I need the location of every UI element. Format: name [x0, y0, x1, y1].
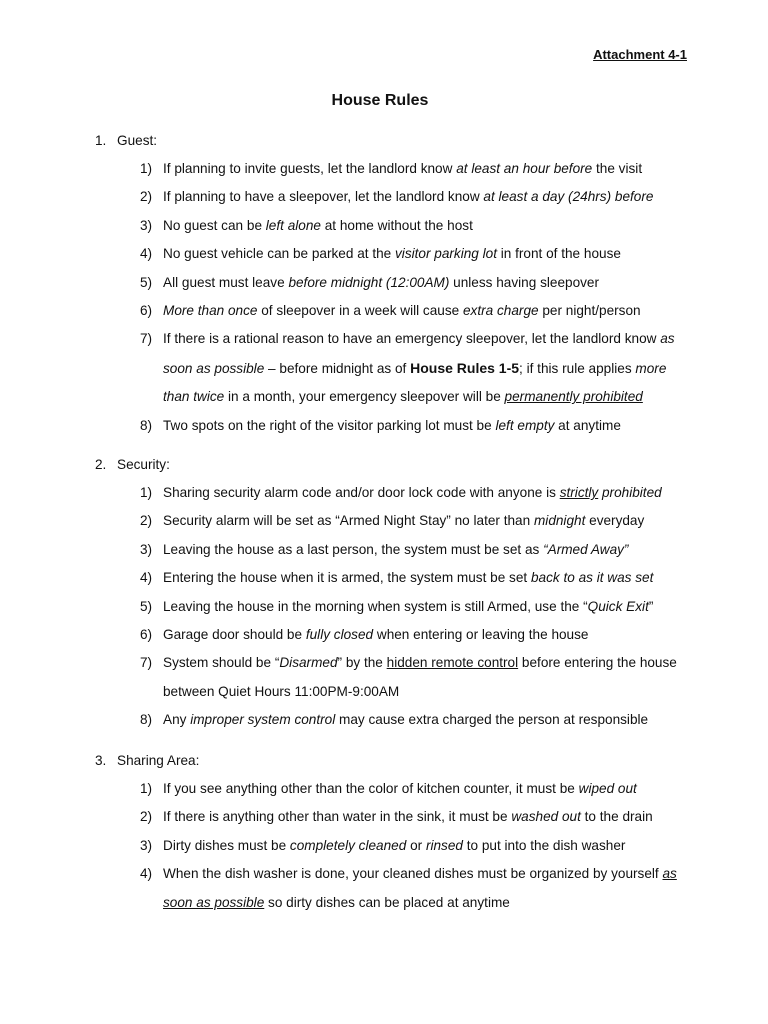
rule-text-run: when entering or leaving the house [373, 627, 589, 643]
rule-text-run: Leaving the house as a last person, the system must be set as [163, 541, 544, 557]
section-number: 3. [95, 753, 107, 768]
rule-text [163, 542, 628, 557]
rule-text-run: visitor parking lot [395, 246, 497, 262]
rule-text-run: Two spots on the right of the visitor parking lot must be [163, 417, 496, 433]
rule-item [95, 155, 695, 183]
rule-text-run: No guest can be [163, 217, 266, 233]
rule-item [95, 412, 695, 440]
rule-text-run: midnight [533, 513, 586, 529]
section-heading [95, 131, 695, 151]
rule-text-run: per night/person [538, 303, 641, 319]
rule-item [95, 832, 695, 860]
rule-text-run: If planning to invite guests, let the landlord know [163, 161, 457, 176]
rule-text [163, 599, 653, 614]
rule-item [95, 706, 695, 734]
rule-list [95, 775, 695, 917]
rule-text-run: If there is a rational reason to have an emergency sleepover, let the landlord know [163, 331, 661, 347]
rule-text [163, 570, 653, 585]
rule-number: 7) [140, 331, 153, 347]
rule-number: 4) [140, 246, 153, 262]
rule-text-run: more than twice [163, 360, 667, 405]
section-number: 2. [95, 457, 107, 472]
rule-list [95, 479, 695, 735]
rule-text [163, 627, 588, 642]
rule-text-run: so dirty dishes can be placed at anytime [264, 894, 510, 910]
rule-text [163, 712, 648, 727]
rule-number: 2) [140, 513, 153, 529]
rule-text-run: as soon as possible [163, 331, 675, 376]
rule-number: 8) [140, 417, 153, 433]
rule-number: 2) [140, 189, 153, 205]
rule-text [163, 246, 621, 261]
section-sharing-area [95, 751, 695, 917]
rule-text [163, 655, 677, 698]
section-heading [95, 455, 695, 475]
rule-item [95, 183, 695, 211]
rule-number: 5) [140, 274, 153, 290]
rule-text-run: House Rules 1-5 [410, 359, 520, 376]
rule-text-run: at least an hour before [456, 161, 593, 176]
rule-text-run: washed out [511, 809, 581, 825]
section-title: Sharing Area: [117, 753, 200, 768]
section-guest [95, 131, 695, 440]
rule-text-run: before entering the house between Quiet Hours 11:00PM-9:00AM [163, 655, 677, 699]
rule-number: 8) [140, 712, 153, 728]
rule-item [95, 240, 695, 268]
rule-number: 4) [140, 570, 153, 586]
rule-text-run: “Armed Away” [543, 541, 629, 557]
rule-text-run: Sharing security alarm code and/or door lock code with anyone is [163, 485, 560, 500]
rule-text [163, 781, 637, 796]
rule-text-run: at anytime [554, 417, 621, 433]
rule-text [163, 418, 621, 433]
rule-text-run: as soon as possible [163, 866, 677, 910]
rule-number: 6) [140, 303, 153, 319]
rule-number: 6) [140, 627, 153, 643]
rule-text [163, 189, 653, 204]
rule-item [95, 593, 695, 621]
rule-text [163, 161, 642, 176]
rule-item [95, 621, 695, 649]
rule-text-run: left empty [495, 417, 555, 433]
rule-text-run: permanently prohibited [504, 389, 643, 405]
rule-number: 5) [140, 598, 153, 614]
rule-text-run: Dirty dishes must be [163, 837, 290, 853]
rule-text-run: the visit [592, 161, 643, 176]
rule-item [95, 325, 695, 411]
rule-text-run: Garage door should be [163, 627, 306, 643]
rule-text-run: in a month, your emergency sleepover will be [224, 389, 505, 405]
rule-number: 1) [140, 161, 153, 176]
rule-number: 7) [140, 655, 153, 671]
rule-text-run: completely cleaned [289, 837, 407, 853]
rule-text-run: If there is anything other than water in the sink, it must be [163, 809, 512, 825]
rule-text-run: extra charge [463, 303, 539, 319]
rule-text-run: strictly [559, 485, 599, 500]
rule-text-run: at home without the host [320, 217, 473, 233]
rule-text-run: or [406, 837, 426, 853]
rule-text-run: may cause extra charged the person at responsible [335, 712, 649, 728]
rule-text-run: to the drain [580, 809, 653, 825]
rule-text-run: before midnight (12:00AM) [288, 274, 450, 290]
attachment-label: Attachment 4-1 [593, 47, 687, 62]
rule-text-run: to put into the dish washer [462, 837, 626, 853]
rule-text-run: More than once [163, 303, 258, 319]
rule-text-run: All guest must leave [163, 274, 289, 290]
rule-text-run: Leaving the house in the morning when system is still Armed, use the “ [163, 598, 588, 614]
rule-text-run: Disarmed [279, 655, 338, 671]
rule-text-run: of sleepover in a week will cause [257, 303, 463, 319]
rule-text-run: Security alarm will be set as “Armed Night Stay” no later than [163, 513, 534, 529]
rule-text-run: everyday [585, 513, 645, 529]
rule-text [163, 275, 599, 290]
section-heading [95, 751, 695, 771]
section-title: Guest: [117, 133, 158, 148]
rule-text-run: When the dish washer is done, your cleaned dishes must be organized by yourself [163, 866, 663, 882]
rule-text [163, 838, 625, 853]
rule-number: 1) [140, 781, 153, 796]
rule-item [95, 297, 695, 325]
rule-item [95, 269, 695, 297]
rule-text-run: wiped out [578, 781, 637, 796]
section-number: 1. [95, 133, 107, 148]
rule-text [163, 331, 675, 404]
rule-text-run: improper system control [190, 712, 336, 728]
rule-text-run: prohibited [602, 485, 662, 500]
rule-text-run: Any [163, 712, 191, 728]
rule-item [95, 860, 695, 917]
rule-number: 4) [140, 866, 153, 882]
rule-number: 1) [140, 485, 153, 500]
rule-text-run: left alone [265, 217, 321, 233]
rule-number: 3) [140, 217, 153, 233]
page-title: House Rules [331, 92, 429, 109]
rule-text-run: unless having sleepover [449, 274, 600, 290]
rule-number: 3) [140, 541, 153, 557]
rule-text-run: If you see anything other than the color of kitchen counter, it must be [163, 781, 579, 796]
rule-text-run: ; if this rule applies [519, 360, 636, 376]
rule-text [163, 218, 473, 233]
rule-text-run: Entering the house when it is armed, the system must be set [163, 570, 531, 586]
rule-text-run: Quick Exit [587, 598, 649, 614]
rule-number: 3) [140, 837, 153, 853]
rule-item [95, 649, 695, 706]
rule-text-run: rinsed [425, 837, 463, 853]
rule-text-run: ” by the [337, 655, 387, 671]
rule-text-run: No guest vehicle can be parked at the [163, 246, 395, 262]
rule-text [163, 513, 644, 528]
rule-text [163, 866, 677, 909]
rule-item [95, 775, 695, 803]
rule-item [95, 536, 695, 564]
rule-text-run: If planning to have a sleepover, let the landlord know [163, 189, 484, 205]
rule-text-run: back to as it was set [530, 570, 654, 586]
rule-text [163, 809, 653, 824]
rule-item [95, 803, 695, 831]
rule-text-run: at least a day (24hrs) before [483, 189, 654, 205]
rule-list [95, 155, 695, 440]
rule-text-run: in front of the house [497, 246, 621, 262]
section-title: Security: [117, 457, 170, 472]
rule-text [163, 303, 641, 318]
rule-text-run: – before midnight as of [264, 360, 411, 376]
rule-text-run: fully closed [305, 627, 374, 643]
section-security [95, 455, 695, 735]
rule-item [95, 479, 695, 507]
rule-text-run: ” [648, 598, 654, 614]
rule-text-run: System should be “ [163, 655, 280, 671]
rule-item [95, 212, 695, 240]
rule-item [95, 507, 695, 535]
rule-item [95, 564, 695, 592]
rule-text-run: hidden remote control [386, 655, 519, 671]
rule-text [163, 485, 662, 500]
rule-number: 2) [140, 809, 153, 825]
